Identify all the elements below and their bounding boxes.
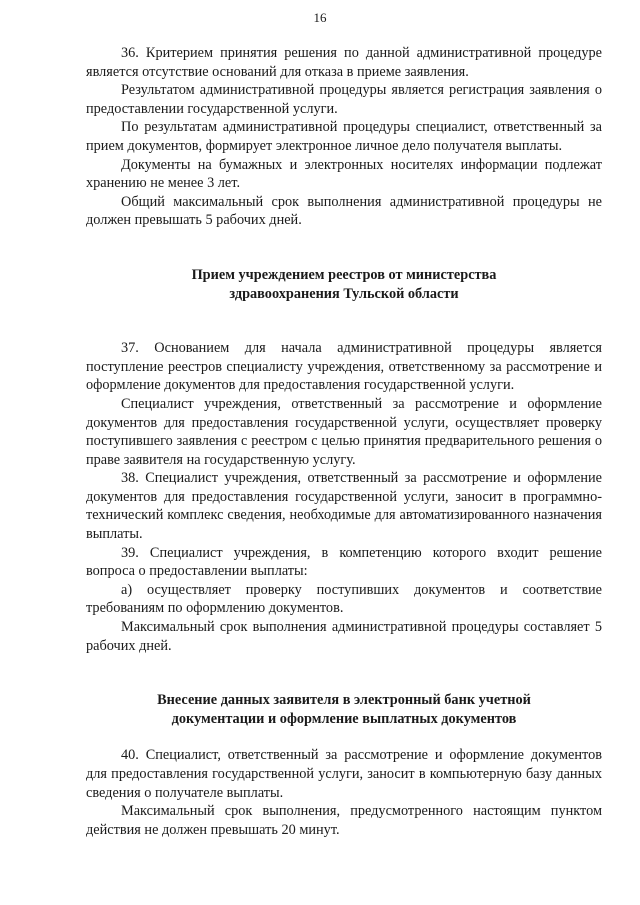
- section-heading-line: Прием учреждением реестров от министерства: [191, 266, 497, 283]
- paragraph-max-term-3: Максимальный срок выполнения, предусмотренного настоящим пунктом действия не должен превышать 20 минут.: [86, 803, 602, 838]
- section-heading-line: здравоохранения Тульской области: [229, 285, 459, 302]
- paragraph-38: 38. Специалист учреждения, ответственный за рассмотрение и оформление документов для предоставления государственной услуги, заносит в программно-технический комплекс сведения, необходимые для автоматизированного назначения выплаты.: [86, 470, 602, 543]
- paragraph-max-term: Общий максимальный срок выполнения административной процедуры не должен превышать 5 рабочих дней.: [86, 193, 602, 229]
- section-heading-data-entry: [86, 691, 602, 728]
- document-body: [86, 44, 602, 839]
- paragraph-36: 36. Критерием принятия решения по данной административной процедуре является отсутствие оснований для отказа в приеме заявления.: [86, 45, 602, 80]
- paragraph-result: Результатом административной процедуры является регистрация заявления о предоставлении государственной услуги.: [86, 82, 602, 117]
- page-number: 16: [313, 10, 327, 25]
- paragraph-39: 39. Специалист учреждения, в компетенцию которого входит решение вопроса о предоставлении выплаты:: [86, 544, 602, 580]
- section-heading-line: Внесение данных заявителя в электронный банк учетной: [157, 692, 531, 709]
- paragraph-check-registry: Специалист учреждения, ответственный за рассмотрение и оформление документов для предоставления государственной услуги, осуществляет проверку поступившего заявления с реестром с целью принятия предварительного решения о праве заявителя на государственную услугу.: [86, 395, 602, 468]
- paragraph-storage: Документы на бумажных и электронных носителях информации подлежат хранению не менее 3 лет.: [86, 156, 602, 192]
- section-heading-registries: [86, 266, 602, 303]
- section-heading-line: документации и оформление выплатных документов: [171, 710, 517, 727]
- paragraph-max-term-2: Максимальный срок выполнения административной процедуры составляет 5 рабочих дней.: [86, 619, 602, 654]
- paragraph-39-a: а) осуществляет проверку поступивших документов и соответствие требованиям по оформлению документов.: [86, 581, 602, 617]
- paragraph-40: 40. Специалист, ответственный за рассмотрение и оформление документов для предоставления государственной услуги, заносит в компьютерную базу данных сведения о получателе выплаты.: [86, 747, 602, 801]
- paragraph-37: 37. Основанием для начала административной процедуры является поступление реестров специалисту учреждения, ответственному за рассмотрение и оформление документов для предоставления государственной услуги.: [86, 340, 602, 394]
- paragraph-personal-file: По результатам административной процедуры специалист, ответственный за прием документов, формирует электронное личное дело получателя выплаты.: [86, 119, 602, 154]
